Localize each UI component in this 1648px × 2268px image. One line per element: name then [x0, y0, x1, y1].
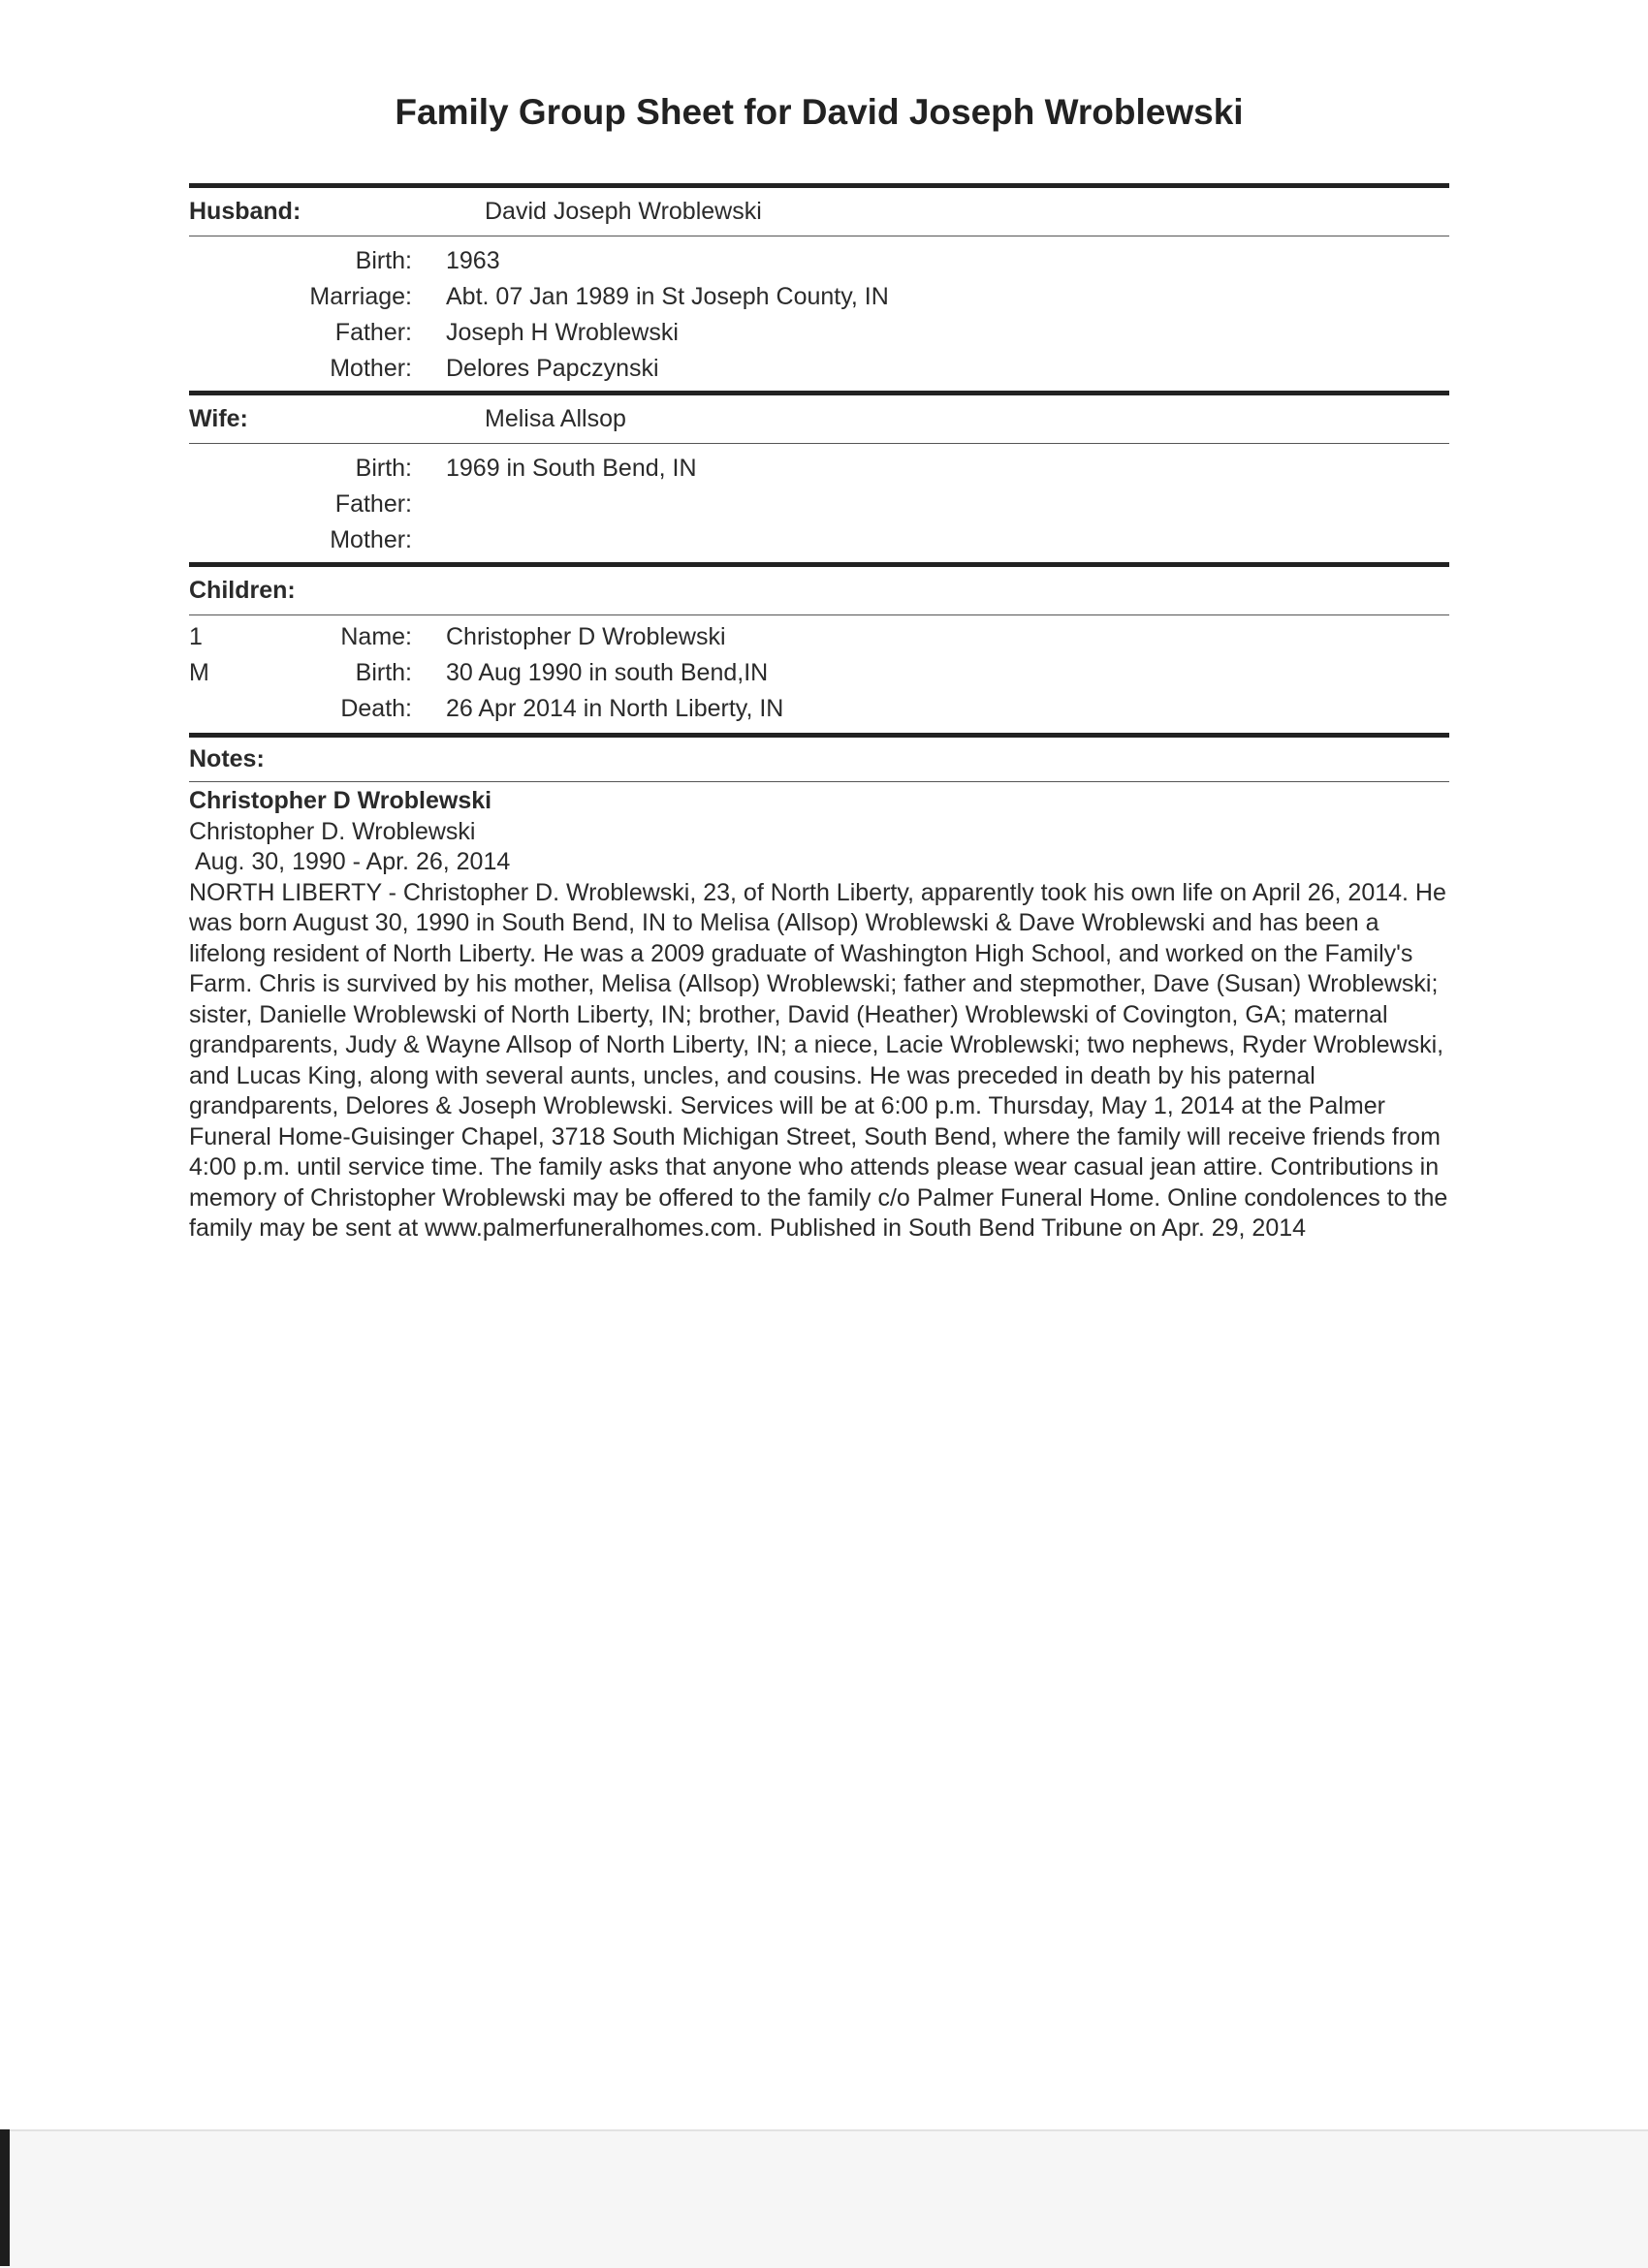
child-index	[189, 619, 286, 727]
notes-body	[189, 782, 1449, 1244]
field-key: Birth:	[355, 659, 412, 686]
notes-subject: Christopher D Wroblewski	[189, 787, 492, 814]
wife-name: Melisa Allsop	[485, 405, 626, 432]
husband-birth-row	[189, 243, 1449, 279]
husband-marriage-row	[189, 279, 1449, 315]
wife-label: Wife:	[189, 405, 248, 432]
field-value: Delores Papczynski	[446, 355, 659, 382]
page-title: Family Group Sheet for David Joseph Wroblewski	[395, 92, 1244, 132]
field-key: Birth:	[355, 455, 412, 482]
child-fields	[286, 619, 1449, 727]
child-number: 1	[189, 623, 203, 650]
child-birth-row	[286, 655, 1449, 691]
children-header	[189, 567, 1449, 614]
field-value	[446, 487, 1449, 522]
field-key: Death:	[340, 695, 412, 722]
field-value	[446, 522, 1449, 558]
children-label: Children:	[189, 577, 296, 604]
field-value: 26 Apr 2014 in North Liberty, IN	[446, 695, 784, 722]
field-value: Joseph H Wroblewski	[446, 319, 679, 346]
field-key: Mother:	[330, 526, 412, 553]
child-entry	[189, 615, 1449, 733]
husband-header	[189, 188, 1449, 236]
child-name-row	[286, 619, 1449, 655]
field-value: 30 Aug 1990 in south Bend,IN	[446, 659, 769, 686]
scan-bottom-edge	[0, 2129, 1648, 2268]
field-key: Father:	[334, 319, 412, 346]
husband-father-row	[189, 315, 1449, 351]
field-key: Birth:	[355, 247, 412, 274]
child-death-row	[286, 691, 1449, 727]
field-value: Christopher D Wroblewski	[446, 623, 726, 650]
field-key: Father:	[334, 490, 412, 518]
scan-bottom-left-edge	[0, 2129, 10, 2266]
field-value: 1963	[446, 247, 500, 274]
wife-father-row	[189, 487, 1449, 522]
wife-birth-row	[189, 451, 1449, 487]
wife-header	[189, 395, 1449, 443]
notes-label: Notes:	[189, 745, 265, 772]
husband-label: Husband:	[189, 198, 301, 225]
field-key: Marriage:	[309, 283, 412, 310]
family-group-sheet	[189, 92, 1449, 1244]
notes-obituary-text: NORTH LIBERTY - Christopher D. Wroblewski, 23, of North Liberty, apparently took his own life on April 26, 2014. He was born August 30, 1990 in South Bend, IN to Melisa (Allsop) Wroblewski & Dave Wroblewski and has been a lifelong resident of North Liberty. He was a 2009 graduate of Washington High School, and worked on the Family's Farm. Chris is survived by his mother, Melisa (Allsop) Wroblewski; father and stepmother, Dave (Susan) Wroblewski; sister, Danielle Wroblewski of North Liberty, IN; brother, David (Heather) Wroblewski of Covington, GA; maternal grandparents, Judy & Wayne Allsop of North Liberty, IN; a niece, Lacie Wroblewski; two nephews, Ryder Wroblewski, and Lucas King, along with several aunts, uncles, and cousins. He was preceded in death by his paternal grandparents, Delores & Joseph Wroblewski. Services will be at 6:00 p.m. Thursday, May 1, 2014 at the Palmer Funeral Home-Guisinger Chapel, 3718 South Michigan Street, South Bend, where the family will receive friends from 4:00 p.m. until service time. The family asks that anyone who attends please wear casual jean attire. Contributions in memory of Christopher Wroblewski may be offered to the family c/o Palmer Funeral Home. Online condolences to the family may be sent at www.palmerfuneralhomes.com. Published in South Bend Tribune on Apr. 29, 2014	[189, 878, 1448, 1242]
husband-fields	[189, 236, 1449, 391]
field-value: 1969 in South Bend, IN	[446, 455, 697, 482]
notes-dates: Aug. 30, 1990 - Apr. 26, 2014	[195, 848, 511, 875]
husband-mother-row	[189, 351, 1449, 387]
field-key: Mother:	[330, 355, 412, 382]
wife-fields	[189, 444, 1449, 562]
field-key: Name:	[340, 623, 412, 650]
notes-line: Christopher D. Wroblewski	[189, 817, 476, 845]
field-value: Abt. 07 Jan 1989 in St Joseph County, IN	[446, 283, 889, 310]
wife-mother-row	[189, 522, 1449, 558]
husband-name: David Joseph Wroblewski	[485, 198, 762, 225]
child-sex: M	[189, 659, 209, 686]
